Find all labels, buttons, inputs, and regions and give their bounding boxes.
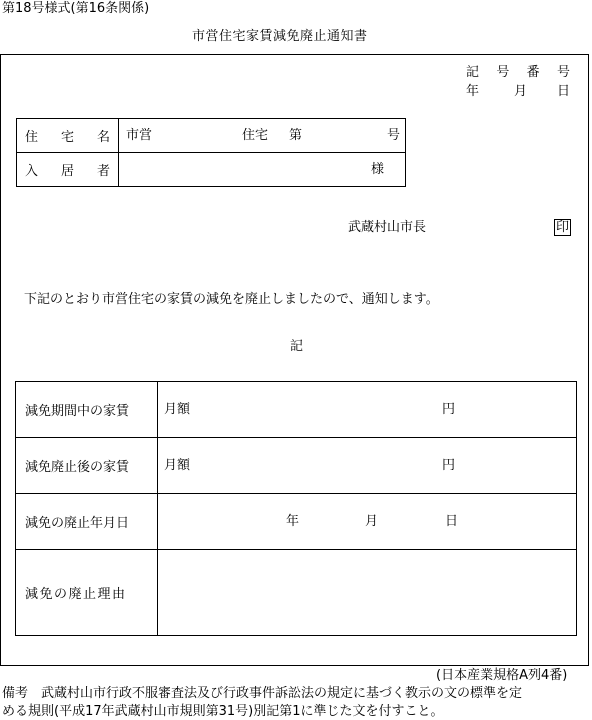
month-unit: 月: [365, 513, 379, 529]
yen-unit: 円: [442, 401, 456, 417]
remarks-line-1: 備考 武蔵村山市行政不服審査法及び行政事件訴訟法の規定に基づく教示の文の標準を定: [2, 686, 523, 701]
table-row: [17, 119, 406, 153]
reference-number-line: [466, 66, 570, 79]
label-char: 居: [60, 164, 74, 179]
day-unit: 日: [445, 513, 459, 529]
year-unit: 年: [286, 513, 300, 529]
label-char: 宅: [60, 130, 74, 145]
label-char: 住: [25, 130, 39, 145]
number-suffix: 号: [387, 127, 401, 143]
table-row: [16, 438, 577, 494]
table-row: [16, 494, 577, 550]
date-year: 年: [466, 84, 480, 99]
kigo-char: 記: [466, 65, 480, 80]
paper-size-note: (日本産業規格A列4番): [436, 668, 568, 683]
notice-body-text: 下記のとおり市営住宅の家賃の減免を廃止しましたので、通知します。: [24, 292, 439, 307]
seal-char: 印: [556, 220, 570, 235]
reduction-detail-table: [15, 381, 577, 636]
table-row: [16, 382, 577, 438]
honorific-sama: 様: [371, 161, 385, 177]
rent-during-label: 減免期間中の家賃: [16, 382, 158, 438]
label-char: 名: [96, 130, 110, 145]
table-row: [16, 550, 577, 636]
municipal-prefix: 市営: [126, 127, 153, 143]
table-row: [17, 153, 406, 187]
form-number: 第18号様式(第16条関係): [2, 1, 150, 16]
housing-name-value-cell[interactable]: [119, 119, 406, 153]
tenant-info-table: [16, 118, 406, 187]
monthly-prefix: 月額: [164, 457, 191, 473]
kigo-char: 番: [526, 65, 540, 80]
label-char: 者: [96, 164, 110, 179]
housing-name-label-cell: [17, 119, 119, 153]
abolition-reason-label: 減免の廃止理由: [16, 550, 158, 636]
issuer-name: 武蔵村山市長: [348, 220, 427, 235]
abolition-date-value-cell[interactable]: [158, 494, 577, 550]
rent-after-value-cell[interactable]: [158, 438, 577, 494]
abolition-date-label: 減免の廃止年月日: [16, 494, 158, 550]
remarks-line-2: める規則(平成17年武蔵村山市規則第31号)別記第1に準じた文を付すこと。: [2, 704, 444, 719]
kigo-char: 号: [556, 65, 570, 80]
date-day: 日: [557, 84, 571, 99]
housing-word: 住宅: [242, 127, 269, 143]
ki-heading: 記: [290, 339, 304, 354]
tenant-label-cell: [17, 153, 119, 187]
label-char: 入: [25, 164, 39, 179]
rent-during-value-cell[interactable]: [158, 382, 577, 438]
number-prefix: 第: [289, 127, 303, 143]
tenant-value-cell[interactable]: [119, 153, 406, 187]
rent-after-label: 減免廃止後の家賃: [16, 438, 158, 494]
date-line: [466, 85, 570, 99]
abolition-reason-value-cell[interactable]: [158, 550, 577, 636]
date-month: 月: [514, 84, 528, 99]
monthly-prefix: 月額: [164, 401, 191, 417]
document-title: 市営住宅家賃減免廃止通知書: [192, 29, 368, 44]
kigo-char: 号: [496, 65, 510, 80]
seal-mark: [554, 219, 571, 236]
yen-unit: 円: [442, 457, 456, 473]
